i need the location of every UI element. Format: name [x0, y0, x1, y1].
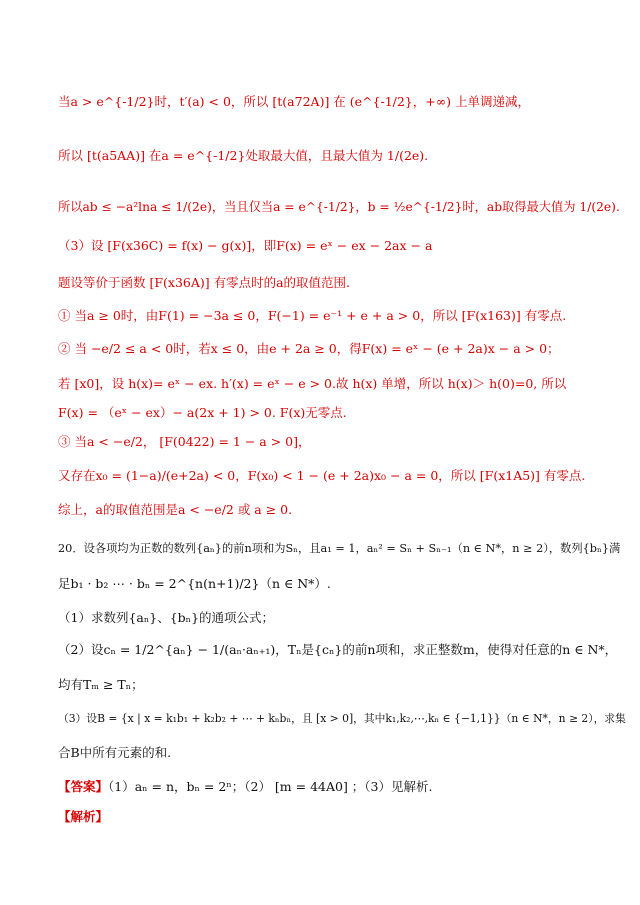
problem-20-line-5: 均有Tₘ ≥ Tₙ； [58, 677, 144, 692]
problem-20-line-4: （2）设cₙ = 1/2^{aₙ} − 1/(aₙ·aₙ₊₁)，Tₙ是{cₙ}的前n项和，求正整数m，使得对任意的n ∈ N*， [58, 642, 618, 657]
red-solution-line-3: 所以ab ≤ −a²lna ≤ 1/(2e)，当且仅当a = e^{-1/2}，b = ½e^{-1/2}时，ab取得最大值为 1/(2e). [58, 200, 620, 214]
red-solution-line-6: ① 当a ≥ 0时，由F(1) = −3a ≤ 0，F(−1) = e⁻¹ + e + a > 0，所以 [F(x163)] 有零点. [58, 308, 567, 323]
red-solution-line-4: （3）设 [F(x36C) = f(x) − g(x)]，即F(x) = eˣ − ex − 2ax − a [58, 238, 433, 253]
red-solution-line-12: 综上，a的取值范围是a < −e/2 或 a ≥ 0. [58, 502, 293, 517]
red-solution-line-2: 所以 [t(a5AA)] 在a = e^{-1/2}处取最大值，且最大值为 1/(2e). [58, 148, 429, 163]
red-solution-line-9: F(x) = （eˣ − ex）− a(2x + 1) > 0. F(x)无零点. [58, 405, 347, 420]
problem-20-line-3: （1）求数列{aₙ}、{bₙ}的通项公式； [58, 610, 275, 625]
analysis-label: 【解析】 [58, 809, 109, 824]
red-solution-line-8: 若 [x0]，设 h(x)= eˣ − ex. h′(x) = eˣ − e > 0.故 h(x) 单增，所以 h(x)＞ h(0)=0, 所以 [58, 376, 567, 391]
problem-20-line-7: 合B中所有元素的和. [58, 745, 172, 760]
problem-20-line-1: 20．设各项均为正数的数列{aₙ}的前n项和为Sₙ，且a₁ = 1，aₙ² = Sₙ + Sₙ₋₁（n ∈ N*，n ≥ 2），数列{bₙ}满 [58, 542, 621, 555]
answer-text: （1）aₙ = n，bₙ = 2ⁿ；（2） [m = 44A0] ；（3）见解析. [108, 779, 433, 794]
answer-label: 【答案】 [58, 779, 109, 794]
red-solution-line-11: 又存在x₀ = (1−a)/(e+2a) < 0，F(x₀) < 1 − (e + 2a)x₀ − a = 0，所以 [F(x1A5)] 有零点. [58, 468, 586, 483]
answer-line [58, 779, 432, 795]
red-solution-line-7: ② 当 −e/2 ≤ a < 0时，若x ≤ 0，由e + 2a ≥ 0，得F(x) = eˣ − (e + 2a)x − a > 0； [58, 341, 560, 356]
problem-20-line-6: （3）设B = {x | x = k₁b₁ + k₂b₂ + ⋯ + kₙbₙ，且 [x > 0]，其中k₁,k₂,⋯,kₙ ∈ {−1,1}}（n ∈ N*，n ≥ 2），求集 [58, 712, 626, 725]
problem-20-line-2: 足b₁ · b₂ ⋯ · bₙ = 2^{n(n+1)/2}（n ∈ N*）. [58, 576, 331, 591]
red-solution-line-10: ③ 当a < −e/2， [F(0422) = 1 − a > 0]， [58, 434, 311, 449]
red-solution-line-1: 当a > e^{-1/2}时，t′(a) < 0，所以 [t(a72A)] 在 (e^{-1/2}，+∞) 上单调递减， [58, 94, 530, 109]
red-solution-line-5: 题设等价于函数 [F(x36A)] 有零点时的a的取值范围. [58, 275, 351, 290]
